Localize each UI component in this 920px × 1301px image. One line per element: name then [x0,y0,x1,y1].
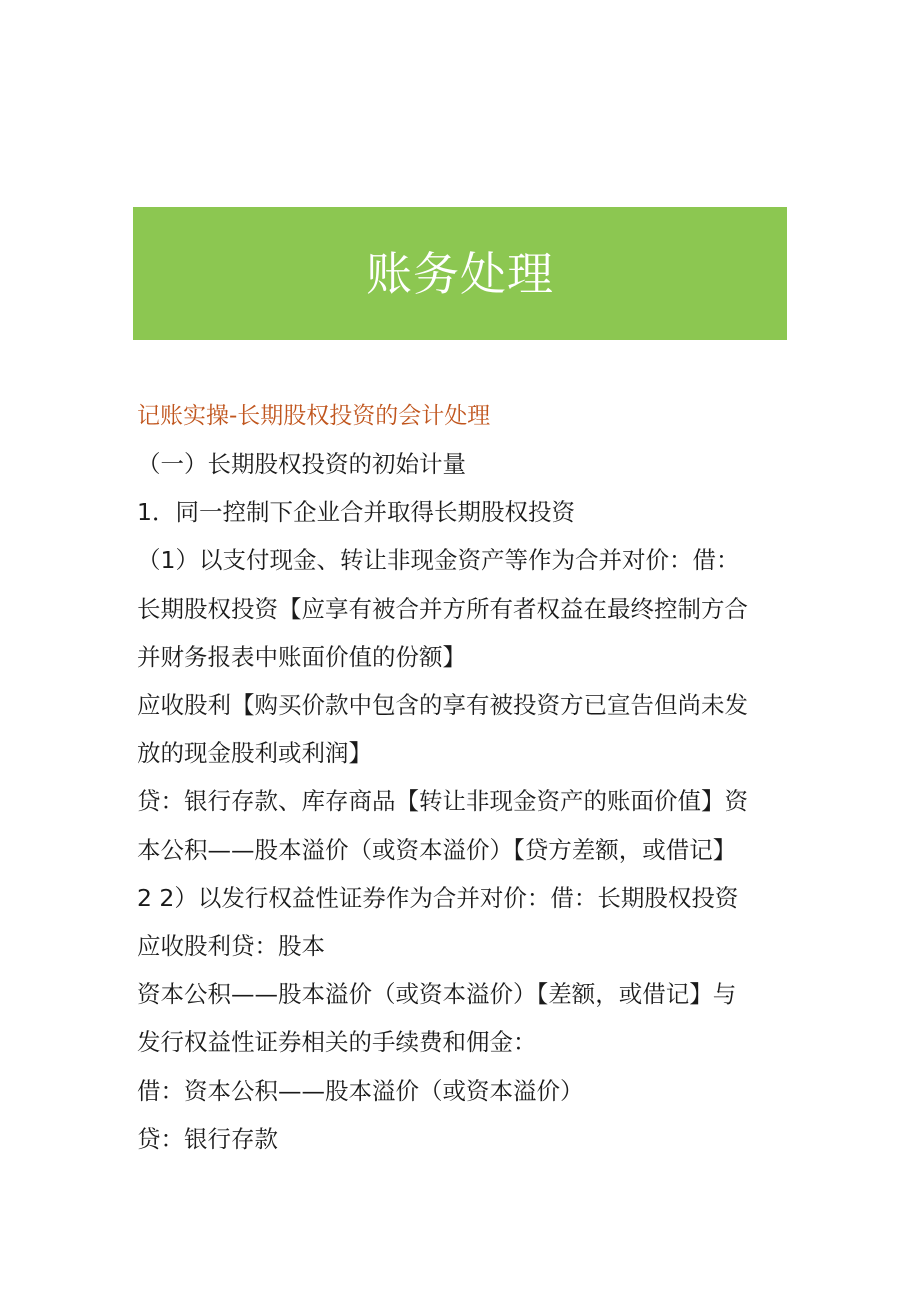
text-line: 1．同一控制下企业合并取得长期股权投资 [137,498,575,527]
text-line: 借：资本公积——股本溢价（或资本溢价） [137,1076,584,1105]
text-line: （1）以支付现金、转让非现金资产等作为合并对价：借： [137,546,740,575]
text-line: 并财务报表中账面价值的份额】 [137,642,466,671]
text-line: 本公积——股本溢价（或资本溢价）【贷方差额，或借记】 [137,835,737,864]
text-line: 贷：银行存款 [137,1124,278,1153]
text-line: 发行权益性证券相关的手续费和佣金： [137,1028,537,1057]
text-line: 放的现金股利或利润】 [137,739,372,768]
text-line: 应收股利【购买价款中包含的享有被投资方已宣告但尚未发 [137,691,748,720]
text-line: 应收股利贷：股本 [137,932,325,961]
document-body [137,392,797,1163]
banner-title: 账务处理 [366,246,554,301]
text-line: 长期股权投资【应享有被合并方所有者权益在最终控制方合 [137,594,748,623]
text-line: 贷：银行存款、库存商品【转让非现金资产的账面价值】资 [137,787,748,816]
text-line: 2 2）以发行权益性证券作为合并对价：借：长期股权投资 [137,883,739,912]
text-line: 资本公积——股本溢价（或资本溢价）【差额，或借记】与 [137,980,737,1009]
text-line: （一）长期股权投资的初始计量 [137,450,466,478]
section-title: 记账实操-长期股权投资的会计处理 [137,403,491,429]
title-banner [133,207,787,340]
